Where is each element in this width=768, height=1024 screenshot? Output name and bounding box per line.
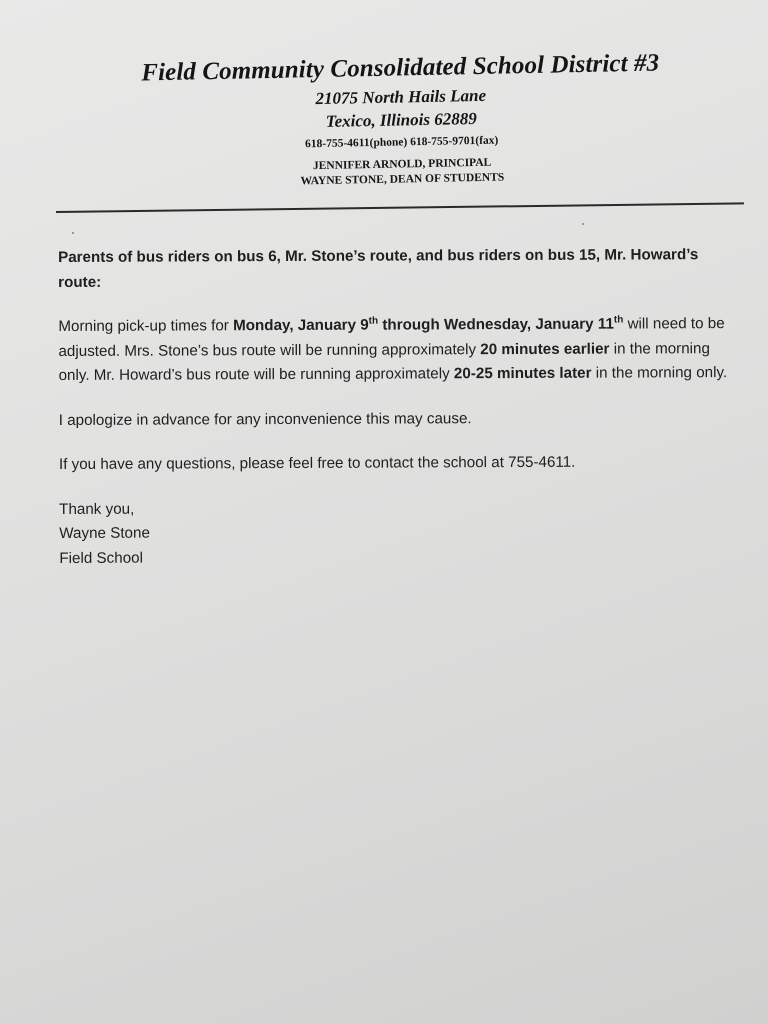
p1-text-3: in the morning only. Mr. Howard’s bus route will be running approximately — [58, 339, 710, 384]
paragraph-apology: I apologize in advance for any inconvenience this may cause. — [58, 409, 472, 429]
dean-name: WAYNE STONE, DEAN OF STUDENTS — [300, 171, 505, 188]
closing-org: Field School — [59, 549, 143, 567]
address-street: 21075 North Hails Lane — [315, 85, 487, 109]
paragraph-contact: If you have any questions, please feel free to contact the school at 755-4611. — [58, 453, 576, 473]
letterhead — [60, 45, 742, 194]
p1-earlier: 20 minutes earlier — [480, 340, 610, 358]
letter-body — [58, 243, 744, 571]
closing-thanks: Thank you, — [59, 500, 135, 518]
letterhead-divider — [56, 202, 744, 213]
paper-speck — [582, 223, 584, 225]
p1-date-start: Monday, January 9 — [233, 316, 369, 335]
p1-sup-2: th — [613, 314, 624, 326]
p1-sup-1: th — [368, 315, 379, 327]
p1-date-end: through Wednesday, January 11 — [378, 315, 614, 334]
p1-text-4: in the morning only. — [591, 364, 728, 382]
p1-text-2: will need to be adjusted. Mrs. Stone’s bus route will be running approximately — [58, 315, 725, 360]
p1-text-1: Morning pick-up times for — [58, 317, 234, 335]
phone-fax: 618-755-4611(phone) 618-755-9701(fax) — [304, 134, 499, 151]
closing — [59, 495, 744, 571]
salutation: Parents of bus riders on bus 6, Mr. Stone’s route, and bus riders on bus 15, Mr. Howard’s route: — [58, 246, 699, 291]
closing-name: Wayne Stone — [59, 524, 150, 542]
p1-later: 20-25 minutes later — [453, 364, 592, 383]
address-city: Texico, Illinois 62889 — [325, 109, 477, 131]
paragraph-schedule — [58, 312, 743, 388]
principal-name: JENNIFER ARNOLD, PRINCIPAL — [312, 156, 492, 173]
paper-speck — [72, 232, 74, 234]
district-name: Field Community Consolidated School District #3 — [141, 49, 660, 87]
